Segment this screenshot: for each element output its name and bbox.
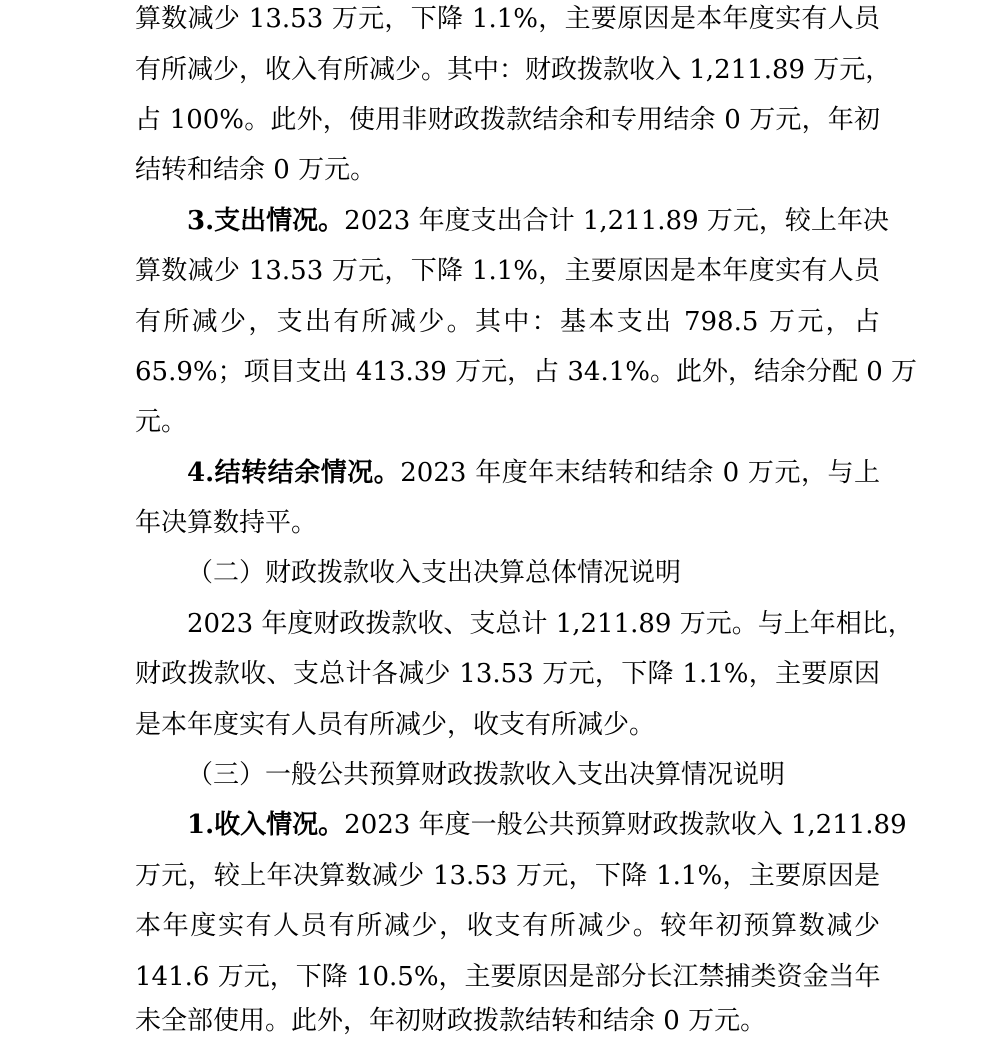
text-line: 算数减少 13.53 万元，下降 1.1%，主要原因是本年度实有人员 [135, 256, 880, 286]
text-line: 是本年度实有人员有所减少，收支有所减少。 [135, 710, 656, 740]
text-line: 2023 年度财政拨款收、支总计 1,211.89 万元。与上年相比， [187, 609, 914, 639]
paragraph-heading: 1.收入情况。 [187, 810, 345, 840]
text-line: 本年度实有人员有所减少，收支有所减少。较年初预算数减少 [135, 911, 880, 941]
section-title: （二）财政拨款收入支出决算总体情况说明 [187, 558, 682, 588]
text-run: 2023 年度年末结转和结余 0 万元，与上 [400, 458, 880, 488]
paragraph-first-line [135, 456, 880, 490]
text-line: 财政拨款收、支总计各减少 13.53 万元，下降 1.1%，主要原因 [135, 659, 880, 689]
text-run: 2023 年度支出合计 1,211.89 万元，较上年决 [344, 206, 889, 236]
text-line: 算数减少 13.53 万元，下降 1.1%，主要原因是本年度实有人员 [135, 4, 880, 34]
text-run: 2023 年度一般公共预算财政拨款收入 1,211.89 [344, 810, 907, 840]
section-title: （三）一般公共预算财政拨款收入支出决算情况说明 [187, 760, 786, 790]
text-line: 占 100%。此外，使用非财政拨款结余和专用结余 0 万元，年初 [135, 105, 880, 135]
text-line: 有所减少，支出有所减少。其中：基本支出 798.5 万元，占 [135, 307, 880, 337]
text-line: 65.9%；项目支出 413.39 万元，占 34.1%。此外，结余分配 0 万 [135, 357, 918, 387]
text-line: 141.6 万元，下降 10.5%，主要原因是部分长江禁捕类资金当年 [135, 962, 881, 992]
text-line: 结转和结余 0 万元。 [135, 155, 377, 185]
paragraph-first-line [135, 204, 889, 238]
text-line: 有所减少，收入有所减少。其中：财政拨款收入 1,211.89 万元， [135, 55, 892, 85]
paragraph-heading: 4.结转结余情况。 [187, 458, 401, 488]
paragraph-heading: 3.支出情况。 [187, 206, 345, 236]
text-line: 未全部使用。此外，年初财政拨款结转和结余 0 万元。 [135, 1006, 767, 1036]
text-line: 元。 [135, 407, 188, 437]
text-line: 万元，较上年决算数减少 13.53 万元，下降 1.1%，主要原因是 [135, 861, 880, 891]
paragraph-first-line [135, 808, 907, 842]
text-line: 年决算数持平。 [135, 508, 318, 538]
